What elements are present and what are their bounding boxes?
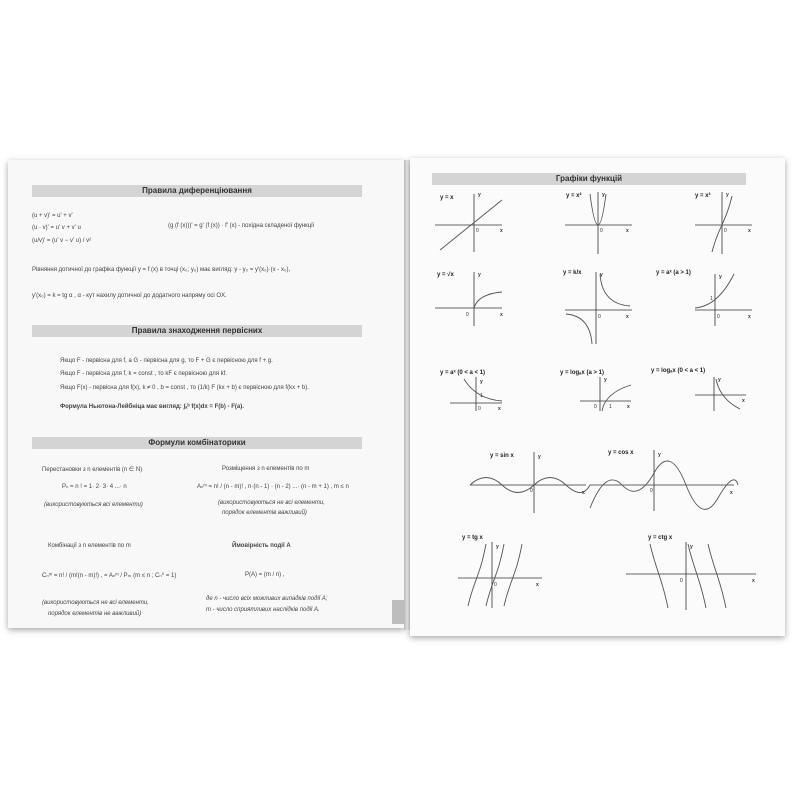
graph-cot bbox=[624, 540, 760, 612]
svg-text:y: y bbox=[718, 377, 721, 383]
combination-note-2: порядок елементів не важливий) bbox=[48, 611, 142, 617]
svg-text:x: x bbox=[626, 314, 629, 320]
svg-text:0: 0 bbox=[530, 488, 533, 494]
graph-label-linear: y = x bbox=[440, 195, 454, 201]
graph-label-sqrt: y = √x bbox=[437, 272, 454, 278]
svg-text:x: x bbox=[500, 312, 503, 318]
svg-text:0: 0 bbox=[466, 312, 469, 318]
svg-text:y: y bbox=[658, 452, 661, 458]
antideriv-rule-1: Якщо F - первісна для f, а G - первісна для g, то F + G є первісною для f + g. bbox=[60, 358, 273, 364]
svg-text:x: x bbox=[742, 398, 745, 404]
graph-label-tan: y = tg x bbox=[462, 535, 483, 541]
svg-text:x: x bbox=[536, 582, 539, 588]
rule-sum: (u + v)' = u' + v' bbox=[32, 213, 73, 219]
rule-composite: (g (f (x)))' = g' (f (x)) · f' (x) - похідна складеної функції bbox=[168, 223, 315, 229]
graph-sqrt bbox=[430, 268, 510, 328]
svg-text:x: x bbox=[498, 406, 501, 412]
graph-label-log-decay: y = logₐx (0 < a < 1) bbox=[651, 368, 706, 374]
svg-text:0: 0 bbox=[598, 314, 601, 320]
graph-log-decay bbox=[690, 375, 750, 413]
svg-text:0: 0 bbox=[717, 314, 720, 320]
graph-label-hyperbola: y = k/x bbox=[563, 270, 582, 276]
antideriv-rule-3: Якщо F(x) - первісна для f(x), k ≠ 0 , b = const , то (1/k) F (kx + b) є первісною для f(kx + b). bbox=[60, 385, 309, 391]
svg-text:y: y bbox=[602, 192, 605, 198]
arrangement-note-2: порядок елементів важливий) bbox=[222, 510, 307, 516]
section-title-differentiation: Правила диференціювання bbox=[32, 185, 362, 197]
permutation-note: (використовуються всі елементи) bbox=[44, 502, 143, 508]
graph-label-exp-decay: y = aˣ (0 < a < 1) bbox=[440, 370, 486, 376]
graph-exp-decay bbox=[440, 375, 510, 413]
graphs-title: Графіки функцій bbox=[432, 173, 746, 185]
svg-text:y: y bbox=[480, 379, 483, 385]
graph-exp-growth bbox=[690, 270, 760, 328]
svg-text:y: y bbox=[496, 544, 499, 550]
svg-text:0: 0 bbox=[478, 406, 481, 412]
svg-text:x: x bbox=[748, 314, 751, 320]
svg-text:x: x bbox=[582, 490, 585, 496]
graph-label-cot: y = ctg x bbox=[648, 535, 673, 541]
svg-text:0: 0 bbox=[680, 578, 683, 584]
graph-label-quadratic: y = x² bbox=[566, 193, 582, 199]
svg-text:1: 1 bbox=[609, 404, 612, 410]
arrangement-formula: Aₙᵐ = n! / (n - m)! , n·(n - 1) · (n - 2) ...· (n - m + 1) , m ≤ n bbox=[197, 484, 349, 490]
graph-label-exp-growth: y = aˣ (a > 1) bbox=[656, 270, 691, 276]
permutation-title: Перестановки з n елементів (n ∈ N) bbox=[42, 467, 143, 473]
graph-cos bbox=[588, 448, 738, 515]
combination-note-1: (використовуються не всі елементи, bbox=[42, 600, 149, 606]
antideriv-rule-2: Якщо F - первісна для f, k = const , то kF є первісною для kf. bbox=[60, 371, 227, 377]
svg-text:x: x bbox=[627, 404, 630, 410]
svg-text:y: y bbox=[600, 272, 603, 278]
graph-sin bbox=[468, 450, 590, 515]
svg-text:0: 0 bbox=[494, 582, 497, 588]
svg-text:0: 0 bbox=[724, 228, 727, 234]
svg-text:y: y bbox=[538, 454, 541, 460]
svg-text:y: y bbox=[726, 192, 729, 198]
graph-linear bbox=[430, 190, 510, 260]
tangent-equation: Рівняння дотичної до графіка функції y = f (x) в точці (x₀; y₀) має вигляд: y - y₀ = y'(x₀)·(x - x₀), bbox=[32, 267, 291, 273]
graph-log-growth bbox=[575, 375, 635, 413]
svg-text:x: x bbox=[500, 228, 503, 234]
svg-text:x: x bbox=[748, 228, 751, 234]
combination-formula: Cₙᵐ = n! / (m!(n - m)!) , = Aₙᵐ / Pₘ (m ≤ n ; Cₙ⁰ = 1) bbox=[42, 573, 177, 579]
graph-quadratic bbox=[560, 188, 640, 260]
svg-text:y: y bbox=[690, 544, 693, 550]
svg-text:0: 0 bbox=[650, 488, 653, 494]
graph-cubic bbox=[690, 188, 760, 260]
combination-title: Комбінації з n елементів по m bbox=[48, 543, 131, 549]
tangent-slope: y'(x₀) = k = tg α , α - кут нахилу дотичної до додатного напряму осі OX. bbox=[32, 293, 227, 299]
svg-text:y: y bbox=[604, 377, 607, 383]
svg-text:x: x bbox=[730, 490, 733, 496]
svg-text:0: 0 bbox=[594, 404, 597, 410]
section-title-antiderivatives: Правила знаходження первісних bbox=[32, 325, 362, 337]
svg-text:y: y bbox=[478, 272, 481, 278]
graph-label-sin: y = sin x bbox=[490, 453, 514, 459]
graph-tan bbox=[456, 540, 546, 610]
probability-formula: P(A) = (m / n) , bbox=[245, 572, 285, 578]
section-title-combinatorics: Формули комбінаторики bbox=[32, 437, 362, 449]
permutation-formula: Pₙ = n ! = 1· 2· 3· 4 ...· n bbox=[62, 484, 127, 490]
probability-note-2: m - число сприятливих наслідків події A. bbox=[206, 607, 320, 613]
svg-text:x: x bbox=[626, 228, 629, 234]
svg-text:1: 1 bbox=[480, 393, 483, 399]
svg-text:x: x bbox=[752, 578, 755, 584]
graph-label-log-growth: y = logₐx (a > 1) bbox=[560, 370, 604, 376]
graph-hyperbola bbox=[560, 268, 640, 346]
svg-text:y: y bbox=[478, 192, 481, 198]
probability-title: Ймовірність події А bbox=[232, 543, 291, 549]
newton-leibniz: Формула Ньютона-Лейбніца має вигляд: ∫ₐᵇ f(x)dx = F(b) - F(a). bbox=[60, 404, 244, 410]
rule-product: (u · v)' = u' v + v' u bbox=[32, 225, 81, 231]
graph-label-cubic: y = x³ bbox=[695, 193, 711, 199]
arrangement-note-1: (використовуються не всі елементи, bbox=[218, 500, 325, 506]
svg-text:0: 0 bbox=[600, 228, 603, 234]
svg-text:0: 0 bbox=[476, 228, 479, 234]
rule-quotient: (u/v)' = (u' v − v' u) / v² bbox=[32, 238, 92, 244]
arrangement-title: Розміщення з n елементів по m bbox=[222, 466, 310, 472]
svg-text:y: y bbox=[719, 274, 722, 280]
page-edge-tab bbox=[392, 600, 404, 624]
graph-label-cos: y = cos x bbox=[608, 450, 634, 456]
probability-note-1: де n - число всіх можливих випадків події A; bbox=[206, 596, 328, 602]
svg-text:1: 1 bbox=[710, 296, 713, 302]
